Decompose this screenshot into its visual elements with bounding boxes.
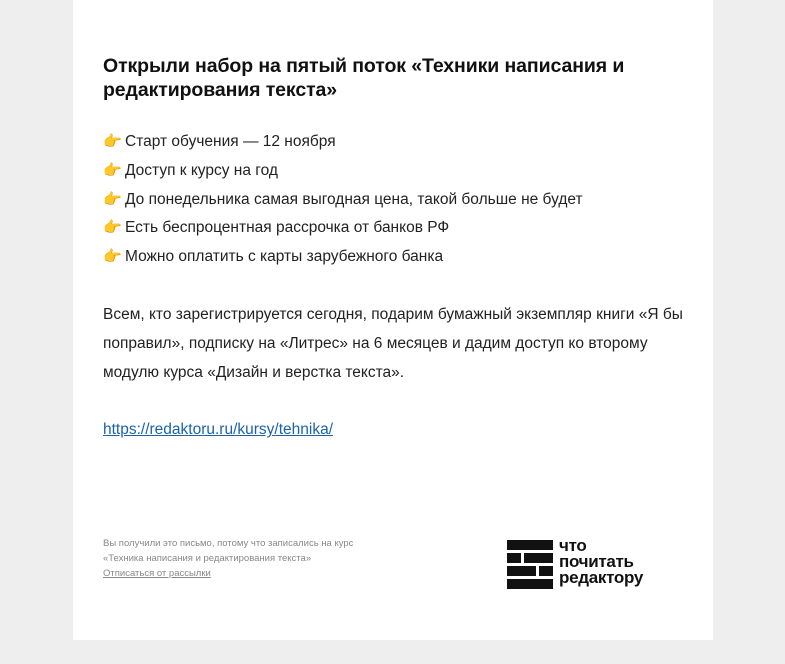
unsubscribe-link[interactable]: Отписаться от рассылки bbox=[103, 568, 211, 579]
pointing-right-icon: 👉 bbox=[103, 248, 122, 266]
logo-mark-icon bbox=[507, 540, 553, 588]
list-item bbox=[103, 186, 683, 215]
bullet-text: Есть беспроцентная рассрочка от банков РФ bbox=[125, 219, 450, 237]
footer-notice-line: Вы получили это письмо, потому что записались на курс bbox=[103, 538, 354, 549]
email-content bbox=[103, 54, 683, 445]
pointing-right-icon: 👉 bbox=[103, 161, 122, 179]
bullet-text: Можно оплатить с карты зарубежного банка bbox=[125, 248, 444, 266]
logo-wordmark bbox=[559, 538, 643, 586]
email-card bbox=[73, 0, 713, 640]
logo bbox=[507, 538, 687, 590]
gift-paragraph: Всем, кто зарегистрируется сегодня, подарим бумажный экземпляр книги «Я бы поправил», подписку на «Литрес» на 6 месяцев и дадим доступ ко второму модулю курса «Дизайн и верстка текста». bbox=[103, 305, 683, 381]
list-item bbox=[103, 157, 683, 186]
course-link[interactable]: https://redaktoru.ru/kursy/tehnika/ bbox=[103, 421, 334, 439]
pointing-right-icon: 👉 bbox=[103, 133, 122, 150]
bullet-text: Старт обучения — 12 ноября bbox=[125, 133, 336, 150]
pointing-right-icon: 👉 bbox=[103, 190, 122, 208]
logo-line: редактору bbox=[559, 568, 643, 587]
bullet-list bbox=[103, 128, 683, 272]
list-item bbox=[103, 128, 683, 157]
pointing-right-icon: 👉 bbox=[103, 219, 122, 237]
list-item bbox=[103, 214, 683, 243]
email-title: Открыли набор на пятый поток «Техники написания и редактирования текста» bbox=[103, 55, 625, 101]
footer-notice bbox=[103, 536, 403, 581]
footer-notice-line: «Техника написания и редактирования текста» bbox=[103, 553, 312, 564]
logo-line: что bbox=[559, 536, 587, 555]
list-item bbox=[103, 243, 683, 272]
logo-line: почитать bbox=[559, 552, 634, 571]
bullet-text: Доступ к курсу на год bbox=[125, 161, 278, 179]
bullet-text: До понедельника самая выгодная цена, такой больше не будет bbox=[125, 190, 583, 208]
